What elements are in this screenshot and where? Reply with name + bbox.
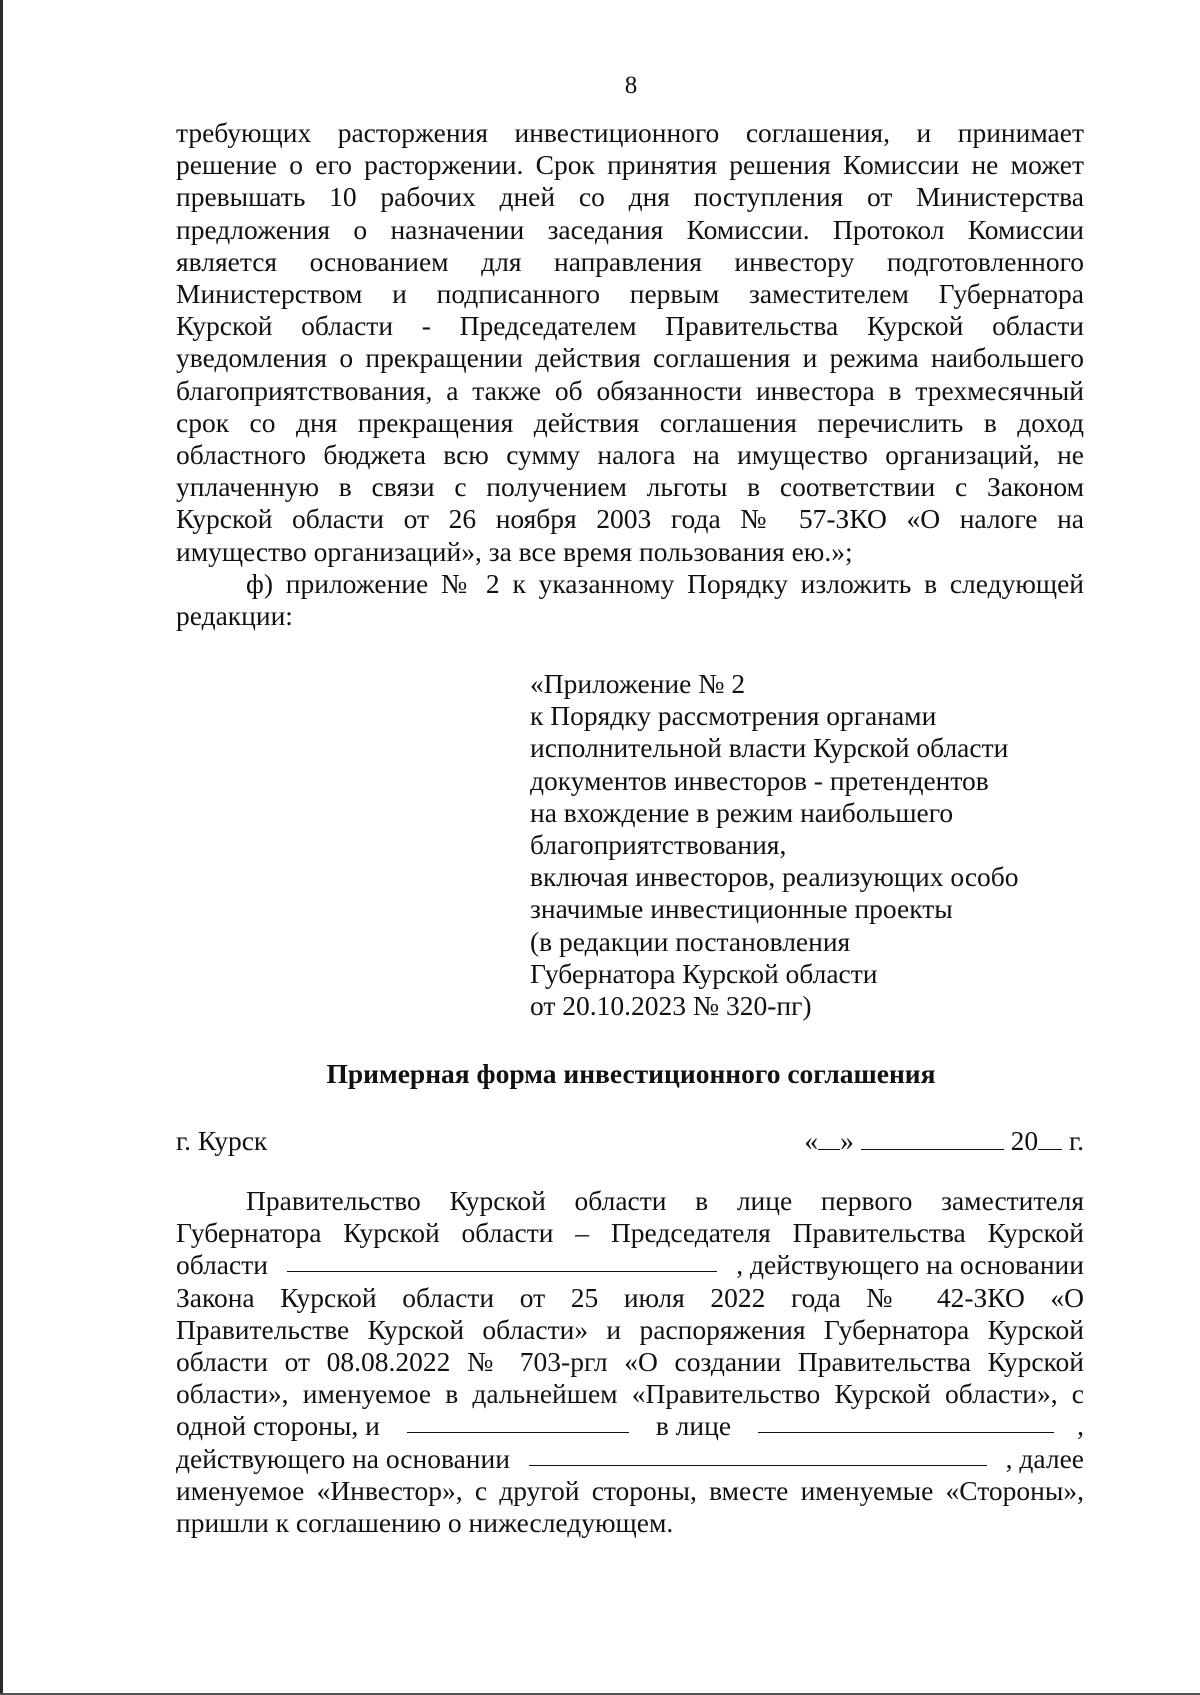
agreement-text: , далее (1005, 1442, 1084, 1474)
body-line: решение о его расторжении. Срок принятия решения Комиссии не может (176, 149, 1084, 181)
body-line: благоприятствования, а также об обязанности инвестора в трехмесячный (176, 374, 1084, 406)
annex-line: включая инвесторов, реализующих особо (530, 861, 1019, 893)
annex-line: благоприятствования, (530, 829, 787, 861)
year-suffix: г. (1068, 1125, 1084, 1156)
annex-line: «Приложение № 2 (530, 668, 746, 699)
body-line: областного бюджета всю сумму налога на имущество организаций, не (176, 439, 1084, 471)
agreement-line: области», именуемое в дальнейшем «Правительство Курской области», с (176, 1378, 1084, 1410)
annex-line: исполнительной власти Курской области (530, 732, 1009, 764)
body-text (176, 117, 1084, 632)
body-line: Курской области от 26 ноября 2003 года № 57-ЗКО «О налоге на (176, 503, 1084, 535)
date-open-quote: « (804, 1125, 819, 1156)
form-title: Примерная форма инвестиционного соглашения (326, 1058, 936, 1089)
date-close-quote: » (840, 1125, 854, 1156)
place-date-row (176, 1125, 1084, 1159)
agreement-text: действующего на основании (176, 1442, 510, 1474)
body-line: Курской области - Председателем Правительства Курской области (176, 310, 1084, 342)
annex-line: (в редакции постановления (530, 925, 851, 957)
agreement-line: Правительстве Курской области» и распоряжения Губернатора Курской (176, 1313, 1084, 1345)
annex-line: Губернатора Курской области (530, 957, 878, 989)
agreement-line: Закона Курской области от 25 июля 2022 года № 42-ЗКО «О (176, 1281, 1084, 1313)
agreement-line (176, 1443, 1084, 1475)
year-prefix: 20 (1010, 1125, 1039, 1156)
body-line: уплаченную в связи с получением льготы в соответствии с Законом (176, 471, 1084, 503)
body-line: уведомления о прекращении действия соглашения и режима наибольшего (176, 342, 1084, 374)
item-f-line: ф) приложение № 2 к указанному Порядку изложить в следующей (246, 567, 1084, 599)
annex-line: от 20.10.2023 № 320-пг) (530, 990, 812, 1022)
agreement-line: пришли к соглашению о нижеследующем. (176, 1507, 674, 1539)
body-line: срок со дня прекращения действия соглашения перечислить в доход (176, 406, 1084, 438)
day-blank-field[interactable] (818, 1127, 840, 1150)
year-blank-field[interactable] (1038, 1127, 1062, 1150)
city-label: г. Курск (176, 1125, 268, 1156)
investor-name-blank-field[interactable] (407, 1410, 629, 1433)
agreement-text: одной стороны, и (176, 1410, 380, 1442)
agreement-line (176, 1249, 1084, 1281)
agreement-line: области от 08.08.2022 № 703-ргл «О создании Правительства Курской (176, 1346, 1084, 1378)
agreement-line (176, 1410, 1084, 1442)
agreement-text: , (1077, 1410, 1084, 1442)
agreement-line: Губернатора Курской области – Председателя Правительства Курской (176, 1217, 1084, 1249)
annex-line: документов инвесторов - претендентов (530, 764, 989, 796)
body-line: Министерством и подписанного первым заместителем Губернатора (176, 278, 1084, 310)
agreement-preamble (176, 1185, 1084, 1539)
body-line: имущество организаций», за все время пользования ею.»; (176, 535, 853, 567)
date-blank (804, 1125, 1084, 1157)
official-name-blank-field[interactable] (287, 1249, 717, 1272)
agreement-text: области (176, 1249, 268, 1281)
agreement-text: , действующего на основании (736, 1249, 1084, 1281)
body-line: предложения о назначении заседания Комиссии. Протокол Комиссии (176, 213, 1084, 245)
annex-line: к Порядку рассмотрения органами (530, 700, 937, 732)
item-f-line: редакции: (176, 600, 293, 632)
annex-line: значимые инвестиционные проекты (530, 893, 953, 925)
basis-blank-field[interactable] (529, 1443, 987, 1466)
agreement-line: Правительство Курской области в лице первого заместителя (246, 1185, 1084, 1216)
annex-header (530, 668, 1050, 1022)
agreement-text: в лице (655, 1410, 732, 1442)
agreement-line: именуемое «Инвестор», с другой стороны, вместе именуемые «Стороны», (176, 1474, 1084, 1506)
scan-edge (0, 0, 3, 1695)
annex-line: на вхождение в режим наибольшего (530, 796, 954, 828)
body-line: требующих расторжения инвестиционного соглашения, и принимает (176, 117, 1084, 148)
month-blank-field[interactable] (861, 1127, 1004, 1150)
representative-blank-field[interactable] (758, 1410, 1054, 1433)
body-line: является основанием для направления инвестору подготовленного (176, 245, 1084, 277)
page-number: 8 (624, 72, 638, 99)
body-line: превышать 10 рабочих дней со дня поступления от Министерства (176, 181, 1084, 213)
